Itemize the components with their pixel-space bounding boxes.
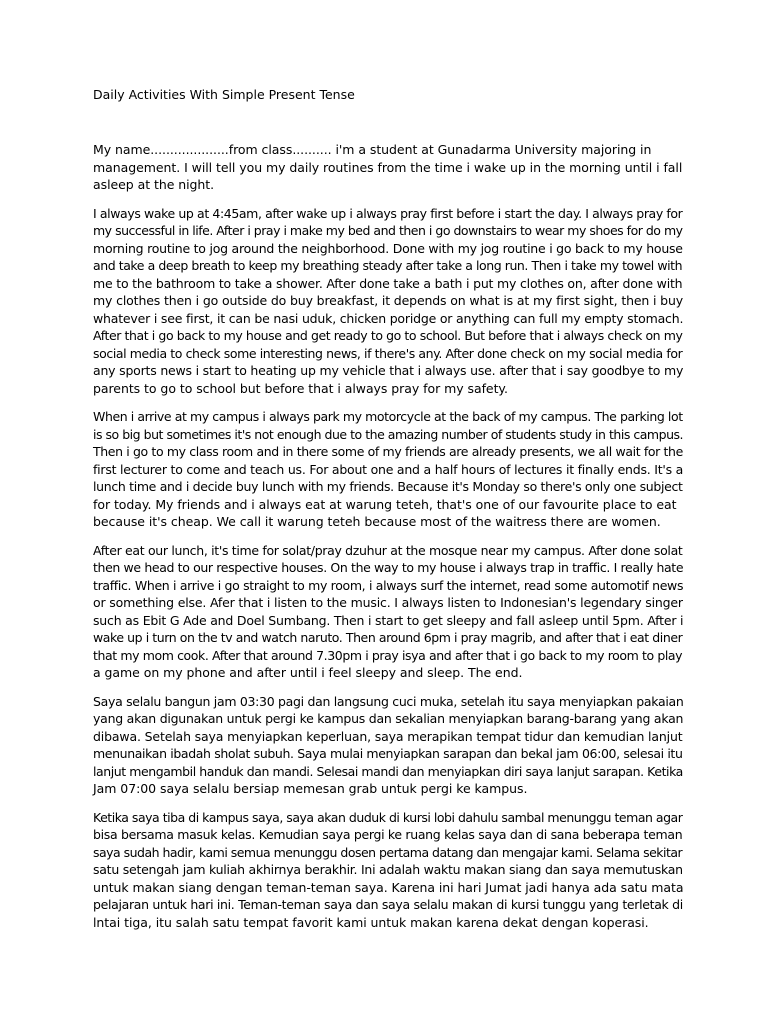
paragraph bbox=[93, 809, 683, 932]
text-line: My name....................from class.......... i'm a student at Gunadarma University majoring in bbox=[93, 142, 652, 157]
text-line: management. I will tell you my daily routines from the time i wake up in the morning until i fall bbox=[93, 159, 683, 175]
paragraph bbox=[93, 205, 683, 398]
text-line: After eat our lunch, it's time for solat/pray dzuhur at the mosque near my campus. After done solat bbox=[93, 542, 683, 558]
text-line: lntai tiga, itu salah satu tempat favorit kami untuk makan karena dekat dengan koperasi. bbox=[93, 914, 649, 930]
text-line: untuk makan siang dengan teman-teman saya. Karena ini hari Jumat jadi hanya ada satu mata bbox=[93, 879, 684, 895]
text-line: Then i go to my class room and in there some of my friends are already presents, we all wait for the bbox=[93, 444, 683, 459]
text-line: When i arrive at my campus i always park my motorcycle at the back of my campus. The parking lot bbox=[93, 409, 683, 424]
text-line: whatever i see first, it can be nasi uduk, chicken poridge or anything can full my empty stomach. bbox=[93, 310, 684, 326]
text-line: pelajaran untuk hari ini. Teman-teman saya dan saya selalu makan di kursi tunggu yang terletak di bbox=[93, 897, 683, 912]
paragraph bbox=[93, 542, 683, 682]
text-line: wake up i turn on the tv and watch naruto. Then around 6pm i pray magrib, and after that i eat diner bbox=[93, 630, 683, 645]
text-line: bisa bersama masuk kelas. Kemudian saya pergi ke ruang kelas saya dan di sana beberapa teman bbox=[93, 827, 683, 842]
text-line: asleep at the night. bbox=[93, 177, 215, 192]
text-line: Saya selalu bangun jam 03:30 pagi dan langsung cuci muka, setelah itu saya menyiapkan pakaian bbox=[93, 693, 684, 709]
text-line: traffic. When i arrive i go straight to my room, i always surf the internet, read some automotif news bbox=[93, 577, 684, 593]
text-line: is so big but sometimes it's not enough due to the amazing number of students study in this campus. bbox=[93, 426, 684, 442]
text-line: menunaikan ibadah sholat subuh. Saya mulai menyiapkan sarapan dan bekal jam 06:00, selesai itu bbox=[93, 746, 683, 761]
text-line: yang akan digunakan untuk pergi ke kampus dan sekalian menyiapkan barang-barang yang akan bbox=[93, 711, 684, 726]
text-line: Jam 07:00 saya selalu bersiap memesan grab untuk pergi ke kampus. bbox=[93, 781, 528, 796]
paragraph bbox=[93, 693, 683, 798]
document-body bbox=[93, 141, 683, 942]
paragraph bbox=[93, 408, 683, 531]
text-line: my successful in life. After i pray i make my bed and then i go downstairs to wear my shoes for do my bbox=[93, 223, 683, 238]
text-line: first lecturer to come and teach us. For about one and a half hours of lectures it finally ends. It's a bbox=[93, 461, 684, 477]
paragraph bbox=[93, 141, 683, 194]
text-line: dibawa. Setelah saya menyiapkan keperluan, saya merapikan tempat tidur dan kemudian lanjut bbox=[93, 728, 683, 744]
text-line: After that i go back to my house and get ready to go to school. But before that i always check on my bbox=[93, 328, 683, 343]
text-line: satu setengah jam kuliah akhirnya berakhir. Ini adalah waktu makan siang dan saya memutuskan bbox=[93, 862, 683, 877]
text-line: I always wake up at 4:45am, after wake up i always pray first before i start the day. I always pray for bbox=[93, 205, 683, 221]
text-line: social media to check some interesting news, if there's any. After done check on my social media for bbox=[93, 345, 683, 361]
text-line: and take a deep breath to keep my breathing steady after take a long run. Then i take my towel with bbox=[93, 258, 683, 273]
text-line: any sports news i start to heating up my vehicle that i always use. after that i say goodbye to my bbox=[93, 363, 684, 378]
text-line: saya sudah hadir, kami semua menunggu dosen pertama datang dan mengajar kami. Selama sekitar bbox=[93, 844, 683, 860]
text-line: or something else. Afer that i listen to the music. I always listen to Indonesian's legendary singer bbox=[93, 595, 683, 610]
document-title: Daily Activities With Simple Present Tense bbox=[93, 87, 355, 102]
text-line: for today. My friends and i always eat at warung teteh, that's one of our favourite place to eat bbox=[93, 496, 677, 512]
text-line: then we head to our respective houses. On the way to my house i always trap in traffic. I really hate bbox=[93, 560, 684, 575]
text-line: Ketika saya tiba di kampus saya, saya akan duduk di kursi lobi dahulu sambal menunggu teman agar bbox=[93, 809, 683, 825]
text-line: lanjut mengambil handuk dan mandi. Selesai mandi dan menyiapkan diri saya lanjut sarapan. Ketika bbox=[93, 763, 683, 779]
text-line: parents to go to school but before that i always pray for my safety. bbox=[93, 380, 508, 396]
text-line: a game on my phone and after until i feel sleepy and sleep. The end. bbox=[93, 665, 523, 680]
text-line: my clothes then i go outside do buy breakfast, it depends on what is at my first sight, then i buy bbox=[93, 293, 684, 308]
text-line: me to the bathroom to take a shower. After done take a bath i put my clothes on, after done with bbox=[93, 275, 683, 291]
text-line: that my mom cook. After that around 7.30pm i pray isya and after that i go back to my room to play bbox=[93, 647, 683, 663]
text-line: lunch time and i decide buy lunch with my friends. Because it's Monday so there's only one subject bbox=[93, 479, 683, 494]
text-line: such as Ebit G Ade and Doel Sumbang. Then i start to get sleepy and fall asleep until 5pm. After i bbox=[93, 612, 684, 628]
text-line: because it's cheap. We call it warung teteh because most of the waitress there are women. bbox=[93, 514, 661, 529]
text-line: morning routine to jog around the neighborhood. Done with my jog routine i go back to my house bbox=[93, 240, 683, 256]
